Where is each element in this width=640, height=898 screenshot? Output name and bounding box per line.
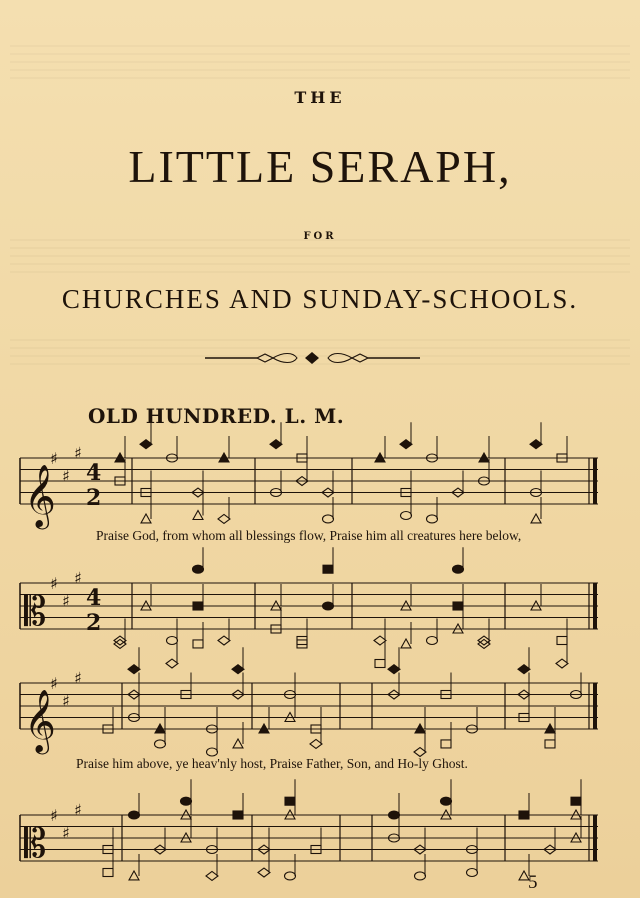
sharp-icon: ♯ [74, 800, 82, 820]
time-signature-bottom: 2 [86, 610, 102, 636]
shape-note [310, 739, 322, 748]
shape-note [427, 637, 438, 645]
shape-note [478, 636, 490, 645]
sharp-icon: ♯ [62, 691, 70, 711]
hymn-title: OLD HUNDRED. L. M. [88, 404, 345, 428]
title-prefix: THE [294, 88, 346, 107]
shape-note [114, 639, 126, 648]
shape-note [556, 659, 568, 668]
shape-note [207, 748, 218, 756]
sharp-icon: ♯ [74, 568, 82, 588]
page-number: 5 [528, 872, 538, 893]
sharp-icon: ♯ [74, 668, 82, 688]
shape-note [206, 871, 218, 880]
lyrics-line-1: Praise God, from whom all blessings flow, Praise him all creatures here below, [96, 528, 522, 543]
c-clef-icon: 𝄡 [24, 589, 47, 635]
shape-note [166, 659, 178, 668]
shape-note [103, 869, 113, 877]
treble-clef-icon: 𝄞 [24, 464, 56, 527]
c-clef-icon: 𝄡 [24, 821, 47, 867]
sharp-icon: ♯ [50, 449, 58, 468]
shape-note [441, 740, 451, 748]
shape-note [155, 740, 166, 748]
sharp-icon: ♯ [62, 823, 70, 843]
shape-note [415, 872, 426, 880]
time-signature-top: 4 [86, 460, 102, 486]
shape-note [401, 512, 412, 520]
shape-note [571, 797, 581, 805]
title-connector: FOR [303, 231, 337, 242]
time-signature-top: 4 [86, 585, 102, 611]
shape-note [193, 511, 203, 520]
shape-note [478, 639, 490, 648]
shape-note [128, 665, 140, 674]
shape-note [531, 514, 541, 523]
sharp-icon: ♯ [62, 591, 70, 611]
lyrics-line-2: Praise him above, ye heav'nly host, Praise Father, Son, and Ho-ly Ghost. [76, 756, 468, 771]
shape-note [375, 660, 385, 668]
shape-note [114, 636, 126, 645]
shape-note [285, 797, 295, 805]
sharp-icon: ♯ [74, 443, 82, 463]
shape-note [193, 640, 203, 648]
shape-note [285, 872, 296, 880]
book-title: LITTLE SERAPH, [128, 141, 512, 192]
shape-note [453, 565, 464, 573]
shape-note [218, 514, 230, 523]
shape-note [129, 811, 140, 819]
shape-note [181, 797, 192, 805]
treble-clef-icon: 𝄞 [24, 689, 56, 752]
shape-note [400, 440, 412, 449]
sharp-icon: ♯ [50, 674, 58, 693]
shape-note [233, 739, 243, 748]
shape-note [530, 440, 542, 449]
shape-note [467, 869, 478, 877]
shape-note [140, 440, 152, 449]
shape-note [232, 665, 244, 674]
shape-note [129, 871, 139, 880]
shape-note [323, 565, 333, 573]
time-signature-bottom: 2 [86, 485, 102, 511]
sharp-icon: ♯ [62, 466, 70, 486]
shape-note [233, 811, 243, 819]
shape-note [519, 811, 529, 819]
shape-note [218, 636, 230, 645]
shape-note [557, 637, 567, 645]
shape-note [374, 636, 386, 645]
shape-note [323, 515, 334, 523]
shape-note [453, 602, 463, 610]
shape-note [388, 665, 400, 674]
shape-note [323, 602, 334, 610]
shape-note [270, 440, 282, 449]
shape-note [193, 565, 204, 573]
sharp-icon: ♯ [50, 806, 58, 825]
shape-note [518, 665, 530, 674]
shape-note [389, 811, 400, 819]
shape-note [427, 515, 438, 523]
book-subtitle: CHURCHES AND SUNDAY-SCHOOLS. [61, 284, 579, 314]
shape-note [401, 639, 411, 648]
shape-note [258, 868, 270, 877]
shape-note [141, 514, 151, 523]
shape-note [167, 637, 178, 645]
shape-note [193, 602, 203, 610]
shape-note [545, 740, 555, 748]
sharp-icon: ♯ [50, 574, 58, 593]
shape-note [441, 797, 452, 805]
